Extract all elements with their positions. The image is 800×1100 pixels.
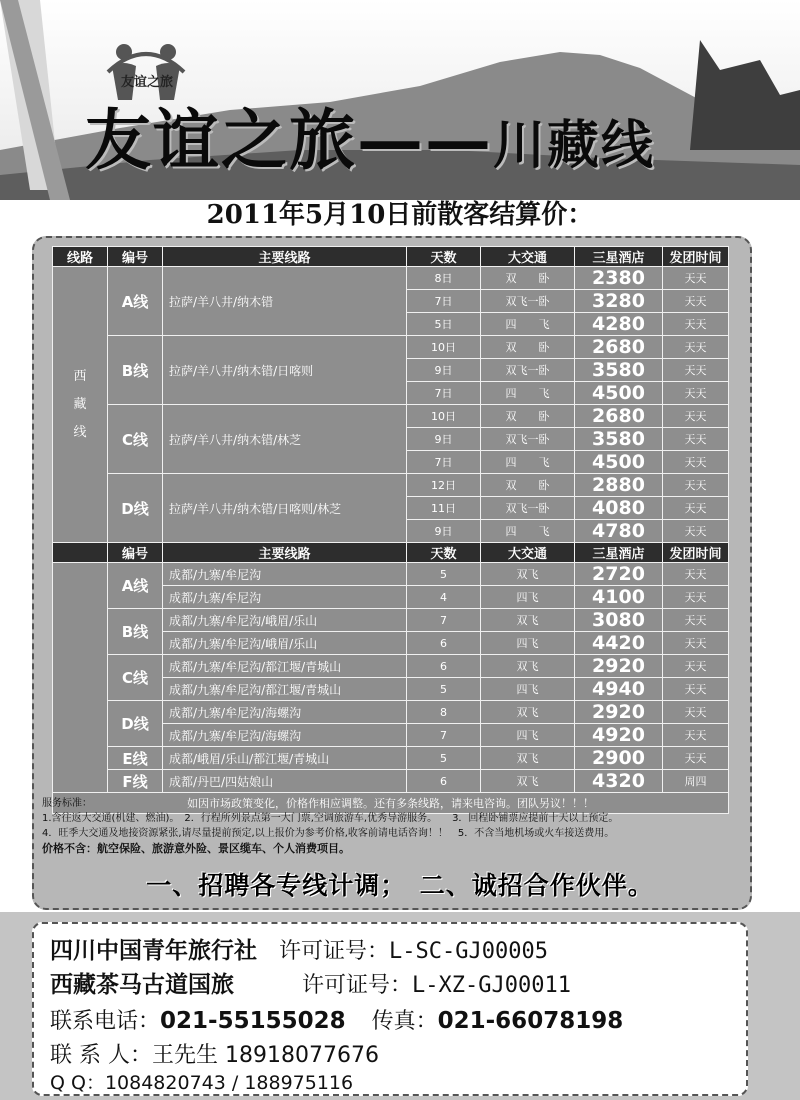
service-line-2: 4．旺季大交通及地接资源紧张,请尽量提前预定,以上报价为参考价格,收客前请电话咨询！！ 5．不含当地机场或火车接送费用。	[42, 828, 615, 839]
transport-type: 双飞	[481, 701, 575, 724]
column-header	[53, 543, 108, 563]
line-code: B线	[108, 336, 163, 405]
route-name: 拉萨/羊八井/纳木错/日喀则	[163, 336, 407, 405]
transport-type: 双飞	[481, 609, 575, 632]
price-exclusions: 价格不含：航空保险、旅游意外险、景区缆车、个人消费项目。	[42, 842, 350, 855]
region-label-tibet: 西 藏 线	[53, 267, 108, 543]
title-main: 友谊之旅	[85, 101, 357, 179]
departure-schedule: 天天	[663, 359, 729, 382]
trip-days: 9日	[407, 520, 481, 543]
column-header: 天数	[407, 543, 481, 563]
table-row	[53, 770, 729, 793]
price-value: 4320	[575, 770, 663, 793]
price-value: 3280	[575, 290, 663, 313]
table-row	[53, 474, 729, 497]
trip-days: 6	[407, 632, 481, 655]
departure-schedule: 天天	[663, 678, 729, 701]
trip-days: 7日	[407, 290, 481, 313]
contact-panel	[32, 922, 748, 1096]
sichuan-header-row	[53, 543, 729, 563]
recruitment-banner: 一、招聘各专线计调； 二、诚招合作伙伴。	[146, 871, 654, 900]
price-date-subtitle: 2011年5月10日前散客结算价：	[206, 200, 594, 230]
departure-schedule: 天天	[663, 655, 729, 678]
price-value: 4780	[575, 520, 663, 543]
title-route: 川藏线	[493, 115, 656, 176]
transport-type: 四飞	[481, 724, 575, 747]
table-row	[53, 563, 729, 586]
departure-schedule: 天天	[663, 724, 729, 747]
transport-type: 双飞	[481, 563, 575, 586]
transport-type: 四 飞	[481, 382, 575, 405]
transport-type: 双飞一卧	[481, 497, 575, 520]
price-value: 3580	[575, 428, 663, 451]
transport-type: 双飞	[481, 770, 575, 793]
departure-schedule: 天天	[663, 563, 729, 586]
trip-days: 11日	[407, 497, 481, 520]
price-value: 4920	[575, 724, 663, 747]
region-label-sichuan	[53, 563, 108, 793]
departure-schedule: 天天	[663, 267, 729, 290]
transport-type: 四飞	[481, 678, 575, 701]
line-code: D线	[108, 701, 163, 747]
departure-schedule: 天天	[663, 405, 729, 428]
trip-days: 12日	[407, 474, 481, 497]
trip-days: 5日	[407, 313, 481, 336]
price-value: 4420	[575, 632, 663, 655]
line-code: C线	[108, 655, 163, 701]
departure-schedule: 天天	[663, 382, 729, 405]
price-value: 4080	[575, 497, 663, 520]
column-header: 编号	[108, 543, 163, 563]
contact-person-value[interactable]: 王先生 18918077676	[152, 1043, 379, 1068]
line-code: A线	[108, 563, 163, 609]
line-code: E线	[108, 747, 163, 770]
license-label-1: 许可证号：	[279, 939, 390, 964]
departure-schedule: 天天	[663, 336, 729, 359]
trip-days: 9日	[407, 359, 481, 382]
qq-numbers[interactable]: 1084820743 / 188975116	[104, 1072, 354, 1094]
departure-schedule: 天天	[663, 609, 729, 632]
price-value: 4500	[575, 382, 663, 405]
service-title: 服务标准：	[42, 798, 92, 809]
table-row	[53, 701, 729, 724]
transport-type: 四 飞	[481, 451, 575, 474]
contact-person-label: 联 系 人：	[50, 1043, 152, 1068]
contact-person-row	[50, 1038, 379, 1069]
line-code: B线	[108, 609, 163, 655]
departure-schedule: 天天	[663, 313, 729, 336]
column-header: 大交通	[481, 247, 575, 267]
route-name: 拉萨/羊八井/纳木错	[163, 267, 407, 336]
transport-type: 双飞	[481, 655, 575, 678]
transport-type: 双飞一卧	[481, 290, 575, 313]
price-value: 2880	[575, 474, 663, 497]
column-header: 大交通	[481, 543, 575, 563]
price-value: 2720	[575, 563, 663, 586]
agency-row-1	[50, 932, 548, 965]
route-name: 拉萨/羊八井/纳木错/日喀则/林芝	[163, 474, 407, 543]
fax-label: 传真：	[371, 1009, 438, 1034]
departure-schedule: 周四	[663, 770, 729, 793]
route-name: 成都/九寨/牟尼沟/海螺沟	[163, 701, 407, 724]
transport-type: 四 飞	[481, 520, 575, 543]
departure-schedule: 天天	[663, 520, 729, 543]
table-row	[53, 405, 729, 428]
column-header: 线路	[53, 247, 108, 267]
agency-name-2: 西藏茶马古道国旅	[50, 972, 234, 998]
transport-type: 双 卧	[481, 474, 575, 497]
phone-number[interactable]: 021-55155028	[160, 1008, 346, 1034]
price-value: 2920	[575, 655, 663, 678]
column-header: 编号	[108, 247, 163, 267]
route-name: 成都/九寨/牟尼沟/海螺沟	[163, 724, 407, 747]
header-banner	[0, 0, 800, 200]
price-value: 2680	[575, 405, 663, 428]
column-header: 主要线路	[163, 247, 407, 267]
table-row	[53, 609, 729, 632]
trip-days: 7日	[407, 382, 481, 405]
route-name: 成都/九寨/牟尼沟/峨眉/乐山	[163, 632, 407, 655]
transport-type: 双 卧	[481, 405, 575, 428]
license-label-2: 许可证号：	[302, 973, 413, 998]
qq-label: Q Q：	[50, 1072, 105, 1094]
departure-schedule: 天天	[663, 451, 729, 474]
price-note: 如因市场政策变化，价格作相应调整。还有多条线路，请来电咨询。团队另议！！！	[53, 793, 729, 814]
table-row	[53, 336, 729, 359]
price-value: 2380	[575, 267, 663, 290]
agency-row-2	[50, 966, 571, 999]
table-row	[53, 655, 729, 678]
route-name: 成都/丹巴/四姑娘山	[163, 770, 407, 793]
route-name: 成都/九寨/牟尼沟	[163, 563, 407, 586]
price-value: 4280	[575, 313, 663, 336]
transport-type: 四 飞	[481, 313, 575, 336]
rates-table	[52, 246, 729, 814]
service-section	[42, 796, 742, 856]
route-name: 成都/峨眉/乐山/都江堰/青城山	[163, 747, 407, 770]
trip-days: 9日	[407, 428, 481, 451]
trip-days: 5	[407, 563, 481, 586]
trip-days: 4	[407, 586, 481, 609]
route-name: 成都/九寨/牟尼沟	[163, 586, 407, 609]
agency-name-1: 四川中国青年旅行社	[50, 938, 257, 964]
price-value: 2920	[575, 701, 663, 724]
route-name: 成都/九寨/牟尼沟/都江堰/青城山	[163, 655, 407, 678]
route-name: 成都/九寨/牟尼沟/峨眉/乐山	[163, 609, 407, 632]
transport-type: 四飞	[481, 586, 575, 609]
price-value: 3080	[575, 609, 663, 632]
table-row	[53, 747, 729, 770]
tibet-header-row	[53, 247, 729, 267]
departure-schedule: 天天	[663, 701, 729, 724]
page-title	[85, 100, 765, 180]
departure-schedule: 天天	[663, 747, 729, 770]
line-code: A线	[108, 267, 163, 336]
trip-days: 10日	[407, 336, 481, 359]
license-number-1: L-SC-GJ00005	[389, 939, 548, 964]
line-code: F线	[108, 770, 163, 793]
price-value: 4500	[575, 451, 663, 474]
transport-type: 双飞	[481, 747, 575, 770]
transport-type: 四飞	[481, 632, 575, 655]
line-code: C线	[108, 405, 163, 474]
line-code: D线	[108, 474, 163, 543]
column-header: 主要线路	[163, 543, 407, 563]
departure-schedule: 天天	[663, 474, 729, 497]
route-name: 成都/九寨/牟尼沟/都江堰/青城山	[163, 678, 407, 701]
transport-type: 双 卧	[481, 267, 575, 290]
phone-label: 联系电话：	[50, 1009, 161, 1034]
price-value: 2680	[575, 336, 663, 359]
column-header: 天数	[407, 247, 481, 267]
trip-days: 7	[407, 724, 481, 747]
price-value: 4100	[575, 586, 663, 609]
table-row	[53, 267, 729, 290]
price-value: 4940	[575, 678, 663, 701]
trip-days: 6	[407, 655, 481, 678]
column-header: 发团时间	[663, 247, 729, 267]
column-header: 三星酒店	[575, 543, 663, 563]
column-header: 发团时间	[663, 543, 729, 563]
trip-days: 7	[407, 609, 481, 632]
trip-days: 8日	[407, 267, 481, 290]
departure-schedule: 天天	[663, 290, 729, 313]
fax-number[interactable]: 021-66078198	[437, 1008, 624, 1034]
trip-days: 7日	[407, 451, 481, 474]
transport-type: 双飞一卧	[481, 359, 575, 382]
trip-days: 10日	[407, 405, 481, 428]
transport-type: 双飞一卧	[481, 428, 575, 451]
service-line-1: 1.含往返大交通(机建、燃油)。 2．行程所列景点第一大门票,空调旅游车,优秀导游服务。 3．回程卧铺票应提前十天以上预定。	[42, 813, 619, 824]
trip-days: 5	[407, 678, 481, 701]
logo-text: 友谊之旅	[121, 75, 174, 90]
route-name: 拉萨/羊八井/纳木错/林芝	[163, 405, 407, 474]
qq-row	[50, 1068, 353, 1095]
phone-row	[50, 1004, 623, 1035]
trip-days: 6	[407, 770, 481, 793]
transport-type: 双 卧	[481, 336, 575, 359]
departure-schedule: 天天	[663, 428, 729, 451]
departure-schedule: 天天	[663, 632, 729, 655]
departure-schedule: 天天	[663, 586, 729, 609]
license-number-2: L-XZ-GJ00011	[412, 973, 571, 998]
column-header: 三星酒店	[575, 247, 663, 267]
trip-days: 5	[407, 747, 481, 770]
departure-schedule: 天天	[663, 497, 729, 520]
price-value: 3580	[575, 359, 663, 382]
title-dash: ——	[357, 101, 493, 179]
trip-days: 8	[407, 701, 481, 724]
price-value: 2900	[575, 747, 663, 770]
